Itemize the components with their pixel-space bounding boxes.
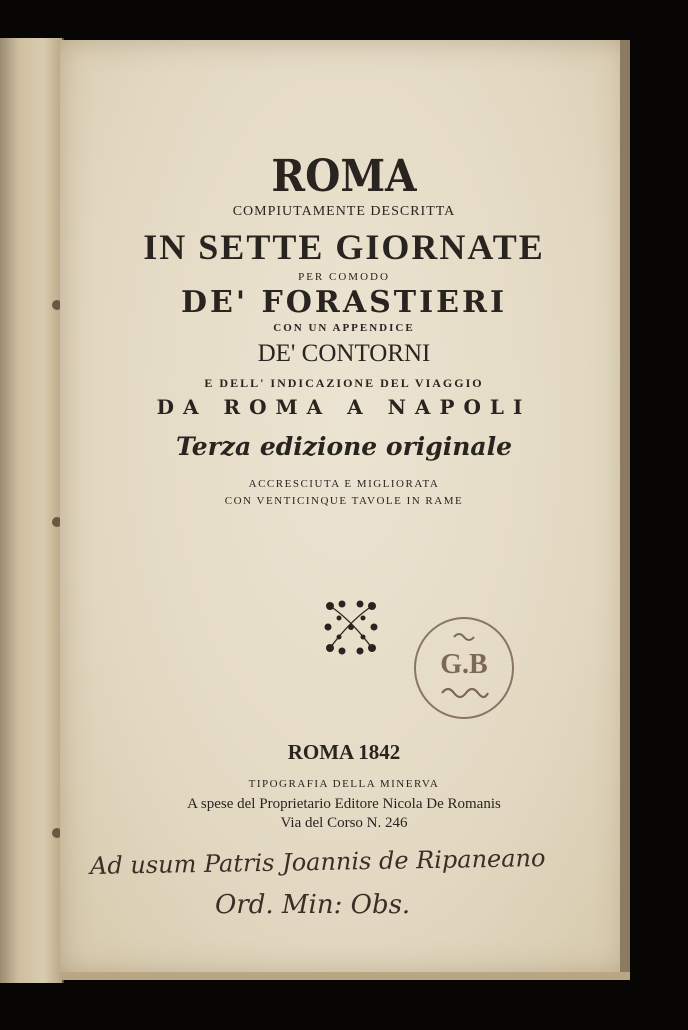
floral-ornament-icon xyxy=(324,600,378,655)
imprint-address: Via del Corso N. 246 xyxy=(280,815,408,831)
subtitle-line: ACCRESCIUTA E MIGLIORATA xyxy=(248,478,440,490)
book-title: ROMA xyxy=(271,151,417,202)
subtitle-line: PER COMODO xyxy=(298,271,390,283)
page-bottom-edge xyxy=(60,972,630,980)
handwritten-inscription: Ord. Min: Obs. xyxy=(215,890,411,920)
subtitle-line: E DELL' INDICAZIONE DEL VIAGGIO xyxy=(204,376,484,390)
book-spine-edge xyxy=(0,38,64,983)
handwritten-inscription: Ad usum Patris Joannis de Ripaneano xyxy=(89,844,546,880)
edition-statement: Terza edizione originale xyxy=(175,432,513,461)
subtitle-line: DE' CONTORNI xyxy=(257,340,431,367)
subtitle-line: IN SETTE GIORNATE xyxy=(143,227,545,267)
subtitle-line: DA ROMA A NAPOLI xyxy=(156,395,532,419)
imprint-place-year: ROMA 1842 xyxy=(287,740,401,764)
imprint-publisher: A spese del Proprietario Editore Nicola De Romanis xyxy=(187,796,501,812)
stamp-text: G.B xyxy=(440,649,488,680)
subtitle-line: CON UN APPENDICE xyxy=(273,322,415,334)
subtitle-line: COMPIUTAMENTE DESCRITTA xyxy=(232,204,456,219)
owner-stamp xyxy=(414,617,514,719)
imprint-printer: TIPOGRAFIA DELLA MINERVA xyxy=(248,778,440,790)
page-edge xyxy=(620,40,630,980)
subtitle-line: DE' FORASTIERI xyxy=(180,285,507,320)
subtitle-line: CON VENTICINQUE TAVOLE IN RAME xyxy=(224,495,464,507)
